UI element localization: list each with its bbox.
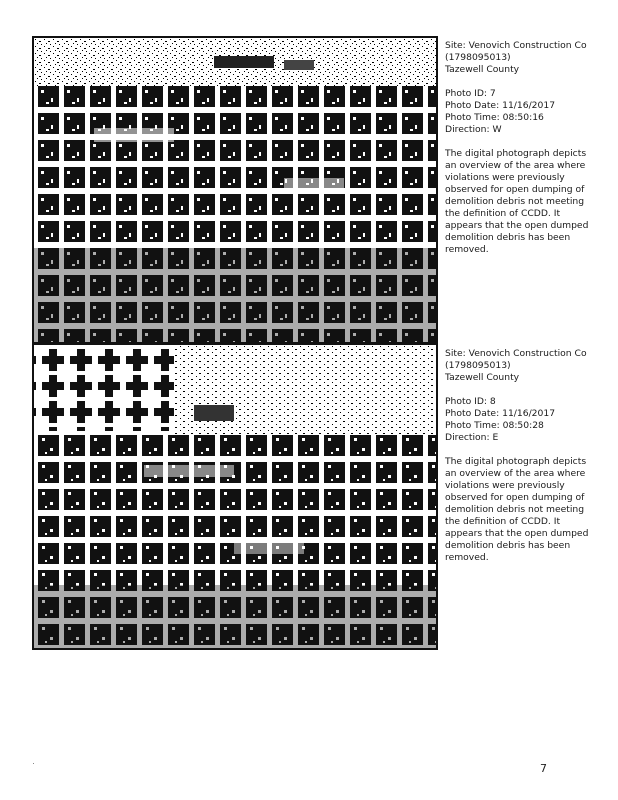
site-id: (1798095013): [445, 52, 511, 63]
county: Tazewell County: [445, 372, 520, 383]
photo-8-caption: [445, 348, 595, 564]
scan-speck: [33, 763, 34, 764]
photo-time: Photo Time: 08:50:28: [445, 420, 544, 431]
photo-id: Photo ID: 8: [445, 396, 496, 407]
spacer: [445, 136, 595, 148]
photo-7-caption: [445, 40, 595, 256]
spacer: [445, 76, 595, 88]
photo-8-image: [34, 345, 436, 648]
photo-8: [32, 343, 438, 650]
photo-7-image: [34, 38, 436, 342]
photo-time: Photo Time: 08:50:16: [445, 112, 544, 123]
photo-date: Photo Date: 11/16/2017: [445, 408, 556, 419]
site-name: Site: Venovich Construction Co: [445, 40, 587, 51]
site-id: (1798095013): [445, 360, 511, 371]
spacer: [445, 444, 595, 456]
photo-description: The digital photograph depicts an overview of the area where violations were previously observed for open dumping of demolition debris not meeting the definition of CCDD. It appears that the open dumped demolition debris has been removed.: [445, 148, 589, 255]
direction: Direction: W: [445, 124, 502, 135]
photo-id: Photo ID: 7: [445, 88, 496, 99]
photo-7: [32, 36, 438, 344]
photo-description: The digital photograph depicts an overview of the area where violations were previously observed for open dumping of demolition debris not meeting the definition of CCDD. It appears that the open dumped demolition debris has been removed.: [445, 456, 589, 563]
photo-date: Photo Date: 11/16/2017: [445, 100, 556, 111]
county: Tazewell County: [445, 64, 520, 75]
page-number: 7: [540, 762, 547, 775]
site-name: Site: Venovich Construction Co: [445, 348, 587, 359]
direction: Direction: E: [445, 432, 499, 443]
spacer: [445, 384, 595, 396]
